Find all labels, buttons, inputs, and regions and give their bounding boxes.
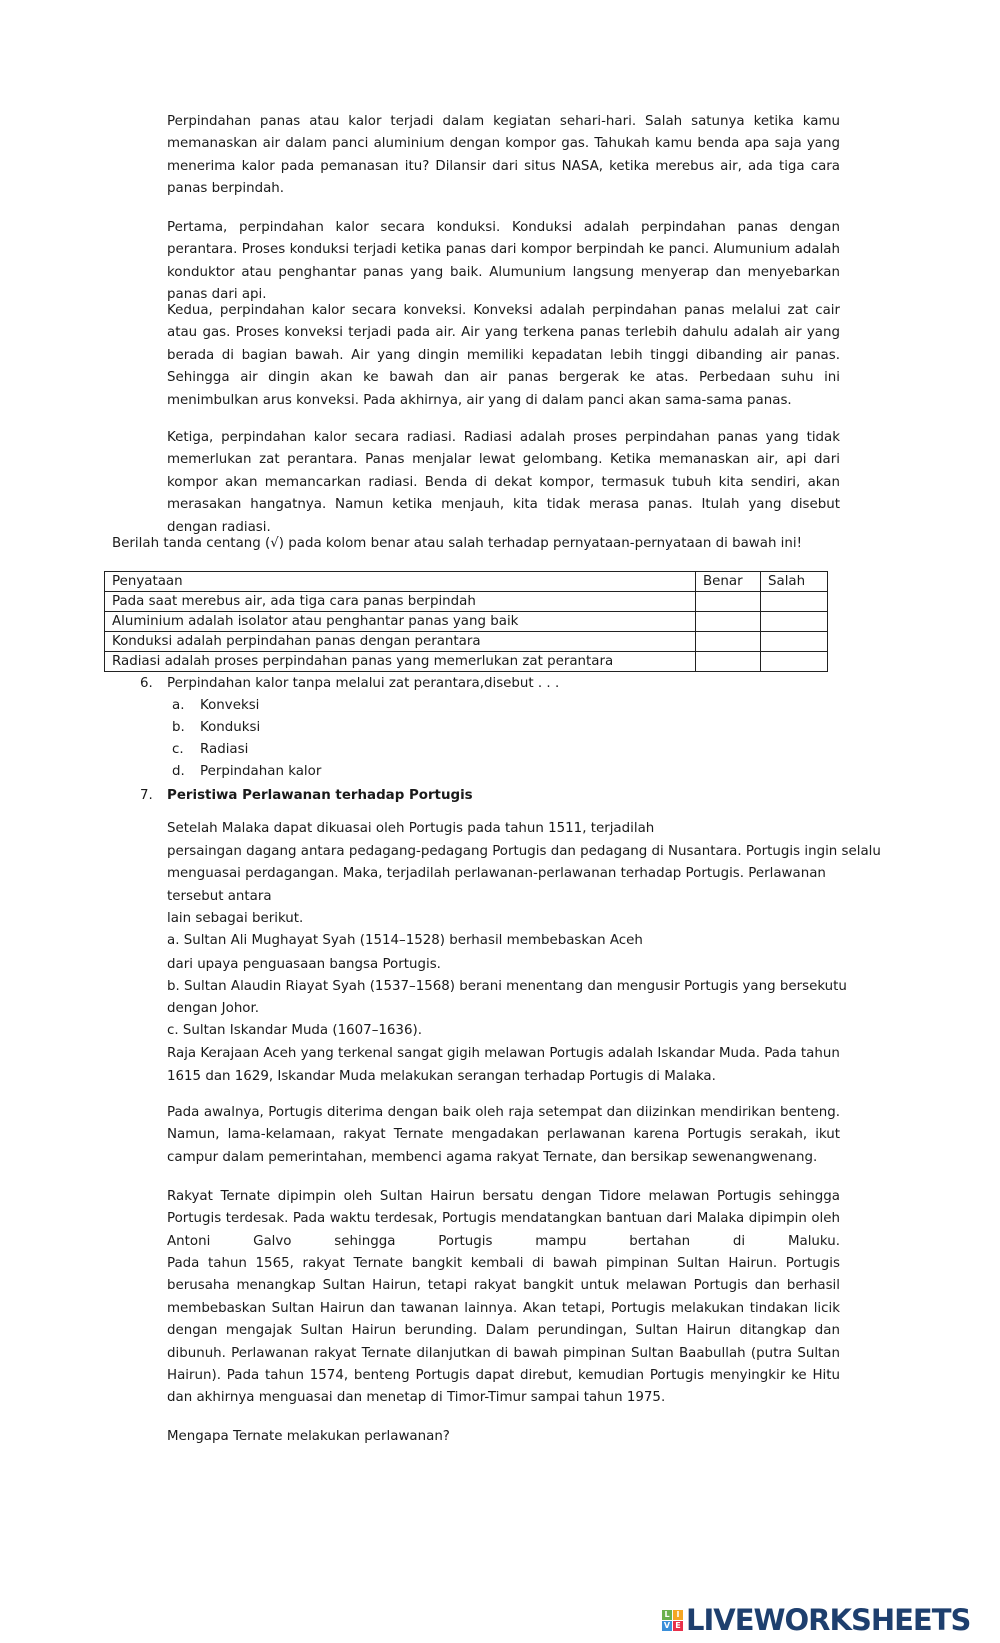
option-letter: b. — [172, 720, 185, 735]
option-d[interactable] — [172, 761, 321, 783]
q7-line: Setelah Malaka dapat dikuasai oleh Portugis pada tahun 1511, terjadilah — [167, 821, 655, 836]
q7-line: a. Sultan Ali Mughayat Syah (1514–1528) berhasil membebaskan Aceh — [167, 933, 643, 948]
liveworksheets-logo — [662, 1603, 970, 1637]
header-false: Salah — [761, 572, 828, 592]
q7-line: persaingan dagang antara pedagang-pedagang Portugis dan pedagang di Nusantara. Portugis ingin selalu — [167, 844, 881, 859]
false-checkbox-cell[interactable] — [761, 652, 828, 672]
true-checkbox-cell[interactable] — [696, 632, 761, 652]
option-text: Radiasi — [200, 742, 249, 757]
option-text: Konduksi — [200, 720, 261, 735]
logo-text: LIVEWORKSHEETS — [686, 1603, 971, 1637]
header-statement: Penyataan — [105, 572, 696, 592]
question-7-title: Peristiwa Perlawanan terhadap Portugis — [167, 788, 473, 803]
false-checkbox-cell[interactable] — [761, 592, 828, 612]
question-6-number: 6. — [140, 676, 153, 691]
option-letter: a. — [172, 698, 185, 713]
option-b[interactable] — [172, 717, 260, 739]
statement-cell: Radiasi adalah proses perpindahan panas yang memerlukan zat perantara — [105, 652, 696, 672]
header-true: Benar — [696, 572, 761, 592]
option-text: Perpindahan kalor — [200, 764, 322, 779]
table-row — [105, 612, 828, 632]
true-checkbox-cell[interactable] — [696, 612, 761, 632]
false-checkbox-cell[interactable] — [761, 612, 828, 632]
option-text: Konveksi — [200, 698, 260, 713]
table-row — [105, 652, 828, 672]
question-7-number: 7. — [140, 788, 153, 803]
statement-cell: Pada saat merebus air, ada tiga cara panas berpindah — [105, 592, 696, 612]
statement-cell: Konduksi adalah perpindahan panas dengan perantara — [105, 632, 696, 652]
logo-squares-icon: L I V E — [662, 1610, 683, 1631]
q7-line: dari upaya penguasaan bangsa Portugis. — [167, 957, 441, 972]
q7-line: b. Sultan Alaudin Riayat Syah (1537–1568) berani menentang dan mengusir Portugis yang bersekutu — [167, 979, 847, 994]
intro-paragraph-radiation: Ketiga, perpindahan kalor secara radiasi. Radiasi adalah proses perpindahan panas yang tidak memerlukan zat perantara. Panas menjalar lewat gelombang. Ketika memanaskan air, api dari kompor akan memancarkan radiasi. Benda di dekat kompor, termasuk tubuh kita sendiri, akan merasakan hangatnya. Namun ketika menjauh, kita tidak merasa panas. Itulah yang disebut dengan radiasi. — [167, 430, 840, 535]
true-false-table — [104, 571, 828, 672]
intro-paragraph-1: Perpindahan panas atau kalor terjadi dalam kegiatan sehari-hari. Salah satunya ketika kamu memanaskan air dalam panci aluminium dengan kompor gas. Tahukah kamu benda apa saja yang menerima kalor pada pemanasan itu? Dilansir dari situs NASA, ketika merebus air, ada tiga cara panas berpindah. — [167, 114, 840, 197]
question-7-prompt: Mengapa Ternate melakukan perlawanan? — [167, 1429, 450, 1444]
ternate-paragraph-2b: Pada tahun 1565, rakyat Ternate bangkit kembali di bawah pimpinan Sultan Hairun. Portugis berusaha menangkap Sultan Hairun, tetapi rakyat bangkit untuk melawan Portugis dan berhasil membebaskan Sultan Hairun dan tawanan lainnya. Akan tetapi, Portugis melakukan tindakan licik dengan mengajak Sultan Hairun berunding. Dalam perundingan, Sultan Hairun ditangkap dan dibunuh. Perlawanan rakyat Ternate dilanjutkan di bawah pimpinan Sultan Baabullah (putra Sultan Hairun). Pada tahun 1574, benteng Portugis dapat direbut, kemudian Portugis menyingkir ke Hitu dan akhirnya menguasai dan menetap di Timor-Timur sampai tahun 1975. — [167, 1256, 840, 1406]
option-letter: c. — [172, 742, 184, 757]
false-checkbox-cell[interactable] — [761, 632, 828, 652]
ternate-paragraph-1: Pada awalnya, Portugis diterima dengan baik oleh raja setempat dan diizinkan mendirikan benteng. Namun, lama-kelamaan, rakyat Ternate mengadakan perlawanan karena Portugis serakah, ikut campur dalam pemerintahan, membenci agama rakyat Ternate, dan bersikap sewenangwenang. — [167, 1105, 840, 1165]
table-row — [105, 632, 828, 652]
table-row — [105, 592, 828, 612]
option-a[interactable] — [172, 695, 259, 717]
q7-line: c. Sultan Iskandar Muda (1607–1636). — [167, 1023, 422, 1038]
q7-line: tersebut antara — [167, 889, 272, 904]
option-c[interactable] — [172, 739, 248, 761]
q7-line: lain sebagai berikut. — [167, 911, 304, 926]
q7-line: dengan Johor. — [167, 1001, 260, 1016]
true-checkbox-cell[interactable] — [696, 592, 761, 612]
q7-line: Raja Kerajaan Aceh yang terkenal sangat gigih melawan Portugis adalah Iskandar Muda. Pada tahun — [167, 1046, 840, 1061]
q7-line: 1615 dan 1629, Iskandar Muda melakukan serangan terhadap Portugis di Malaka. — [167, 1069, 716, 1084]
ternate-paragraph-2a: Rakyat Ternate dipimpin oleh Sultan Hairun bersatu dengan Tidore melawan Portugis sehingga Portugis terdesak. Pada waktu terdesak, Portugis mendatangkan bantuan dari Malaka dipimpin oleh Antoni Galvo sehingga Portugis mampu bertahan di Maluku. — [167, 1189, 840, 1249]
statement-cell: Aluminium adalah isolator atau penghantar panas yang baik — [105, 612, 696, 632]
intro-paragraph-convection: Kedua, perpindahan kalor secara konveksi. Konveksi adalah perpindahan panas melalui zat cair atau gas. Proses konveksi terjadi pada air. Air yang terkena panas terlebih dahulu adalah air yang berada di bagian bawah. Air yang dingin memiliki kepadatan lebih tinggi dibanding air panas. Sehingga air dingin akan ke bawah dan air panas bergerak ke atas. Perbedaan suhu ini menimbulkan arus konveksi. Pada akhirnya, air yang di dalam panci akan sama-sama panas. — [167, 303, 840, 408]
table-header-row — [105, 572, 828, 592]
true-checkbox-cell[interactable] — [696, 652, 761, 672]
intro-paragraph-conduction: Pertama, perpindahan kalor secara konduksi. Konduksi adalah perpindahan panas dengan perantara. Proses konduksi terjadi ketika panas dari kompor berpindah ke panci. Alumunium adalah konduktor atau penghantar panas yang baik. Alumunium langsung menyerap dan menyebarkan panas dari api. — [167, 220, 840, 303]
option-letter: d. — [172, 764, 185, 779]
question-6-text: Perpindahan kalor tanpa melalui zat perantara,disebut . . . — [167, 676, 560, 691]
q7-line: menguasai perdagangan. Maka, terjadilah perlawanan-perlawanan terhadap Portugis. Perlawanan — [167, 866, 826, 881]
instruction-text: Berilah tanda centang (√) pada kolom benar atau salah terhadap pernyataan-pernyataan di bawah ini! — [112, 536, 802, 551]
